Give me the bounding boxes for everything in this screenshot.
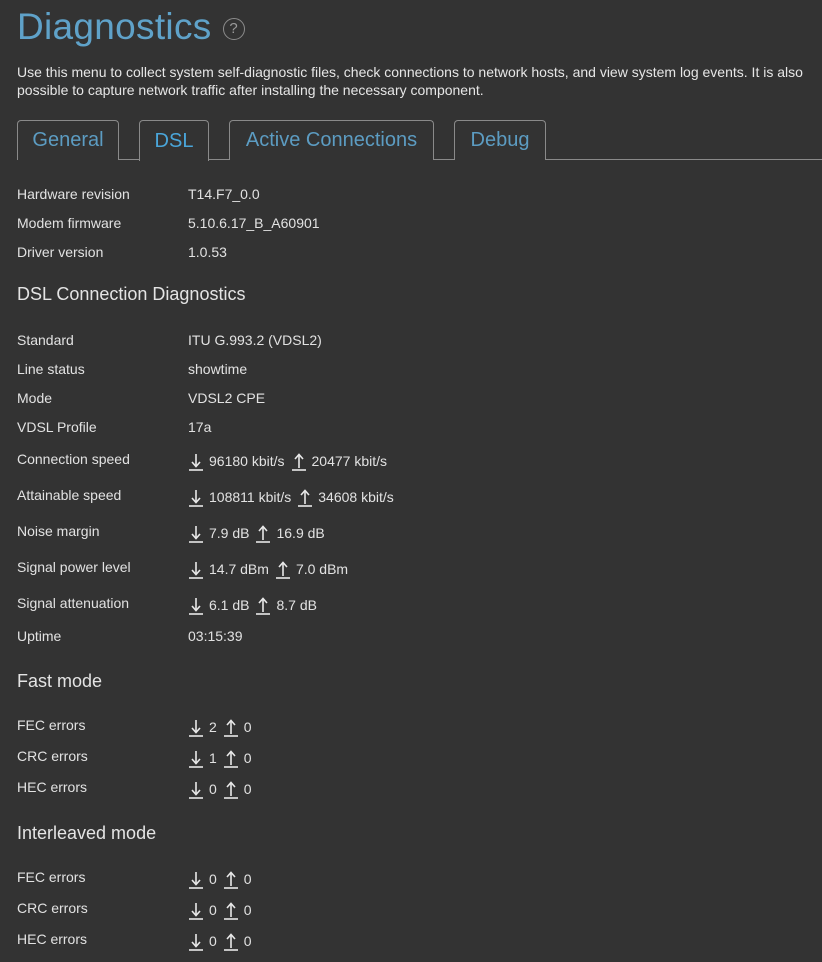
signal-power-up: 7.0 dBm [295,561,349,577]
upload-arrow-icon [223,871,239,889]
hardware-revision-value: T14.F7_0.0 [188,186,260,202]
upload-arrow-icon [223,933,239,951]
connection-speed-up: 20477 kbit/s [311,453,387,469]
page-header [17,6,245,48]
vdsl-profile-value: 17a [188,419,212,435]
fast-fec-down: 2 [209,719,217,735]
download-arrow-icon [188,453,204,471]
mode-label: Mode [17,390,53,406]
download-arrow-icon [188,781,204,799]
dsl-section-heading: DSL Connection Diagnostics [17,284,246,304]
interleaved-fec-label: FEC errors [17,869,86,885]
upload-arrow-icon [297,489,313,507]
signal-attenuation-label: Signal attenuation [17,595,130,611]
signal-attenuation-down: 6.1 dB [209,597,250,613]
tab-general[interactable]: General [17,120,119,160]
fast-hec-label: HEC errors [17,779,88,795]
tab-active-connections[interactable]: Active Connections [229,120,434,160]
attainable-speed-label: Attainable speed [17,487,122,503]
noise-margin-up: 16.9 dB [276,525,325,541]
modem-firmware-label: Modem firmware [17,215,122,231]
attainable-speed-down: 108811 kbit/s [209,489,292,505]
tab-debug[interactable]: Debug [454,120,546,160]
mode-value: VDSL2 CPE [188,390,266,406]
interleaved-crc-up: 0 [243,902,252,918]
signal-power-down: 14.7 dBm [209,561,269,577]
interleaved-crc-down: 0 [209,902,217,918]
standard-value: ITU G.993.2 (VDSL2) [188,332,322,348]
fast-fec-up: 0 [243,719,252,735]
upload-arrow-icon [291,453,307,471]
fast-crc-down: 1 [209,750,217,766]
modem-firmware-value: 5.10.6.17_B_A60901 [188,215,320,231]
interleaved-hec-down: 0 [209,933,217,949]
fast-fec-label: FEC errors [17,717,86,733]
upload-arrow-icon [275,561,291,579]
noise-margin-down: 7.9 dB [209,525,250,541]
download-arrow-icon [188,871,204,889]
interleaved-fec-up: 0 [243,871,252,887]
download-arrow-icon [188,902,204,920]
interleaved-fec-down: 0 [209,871,217,887]
fast-crc-label: CRC errors [17,748,88,764]
download-arrow-icon [188,719,204,737]
driver-version-label: Driver version [17,244,104,260]
download-arrow-icon [188,525,204,543]
line-status-label: Line status [17,361,85,377]
fast-mode-heading: Fast mode [17,671,103,691]
connection-speed-label: Connection speed [17,451,130,467]
standard-label: Standard [17,332,74,348]
fast-hec-down: 0 [209,781,217,797]
vdsl-profile-label: VDSL Profile [17,419,97,435]
signal-attenuation-up: 8.7 dB [276,597,317,613]
page-description: Use this menu to collect system self-diagnostic files, check connections to network hosts, and view system log events. It is also possible to capture network traffic after installing the necessary component. [17,64,803,98]
interleaved-hec-label: HEC errors [17,931,88,947]
upload-arrow-icon [255,525,271,543]
noise-margin-label: Noise margin [17,523,100,539]
upload-arrow-icon [255,597,271,615]
page-title: Diagnostics [17,6,212,47]
download-arrow-icon [188,561,204,579]
driver-version-value: 1.0.53 [188,244,227,260]
download-arrow-icon [188,597,204,615]
tab-dsl[interactable]: DSL [139,120,209,161]
interleaved-mode-heading: Interleaved mode [17,823,157,843]
download-arrow-icon [188,933,204,951]
upload-arrow-icon [223,902,239,920]
download-arrow-icon [188,750,204,768]
hardware-revision-label: Hardware revision [17,186,130,202]
fast-hec-up: 0 [243,781,252,797]
fast-crc-up: 0 [243,750,252,766]
help-icon[interactable]: ? [223,18,245,40]
line-status-value: showtime [188,361,248,377]
signal-power-label: Signal power level [17,559,131,575]
download-arrow-icon [188,489,204,507]
uptime-value: 03:15:39 [188,628,243,644]
upload-arrow-icon [223,750,239,768]
upload-arrow-icon [223,781,239,799]
connection-speed-down: 96180 kbit/s [209,453,285,469]
upload-arrow-icon [223,719,239,737]
uptime-label: Uptime [17,628,62,644]
interleaved-hec-up: 0 [243,933,252,949]
attainable-speed-up: 34608 kbit/s [318,489,394,505]
interleaved-crc-label: CRC errors [17,900,88,916]
